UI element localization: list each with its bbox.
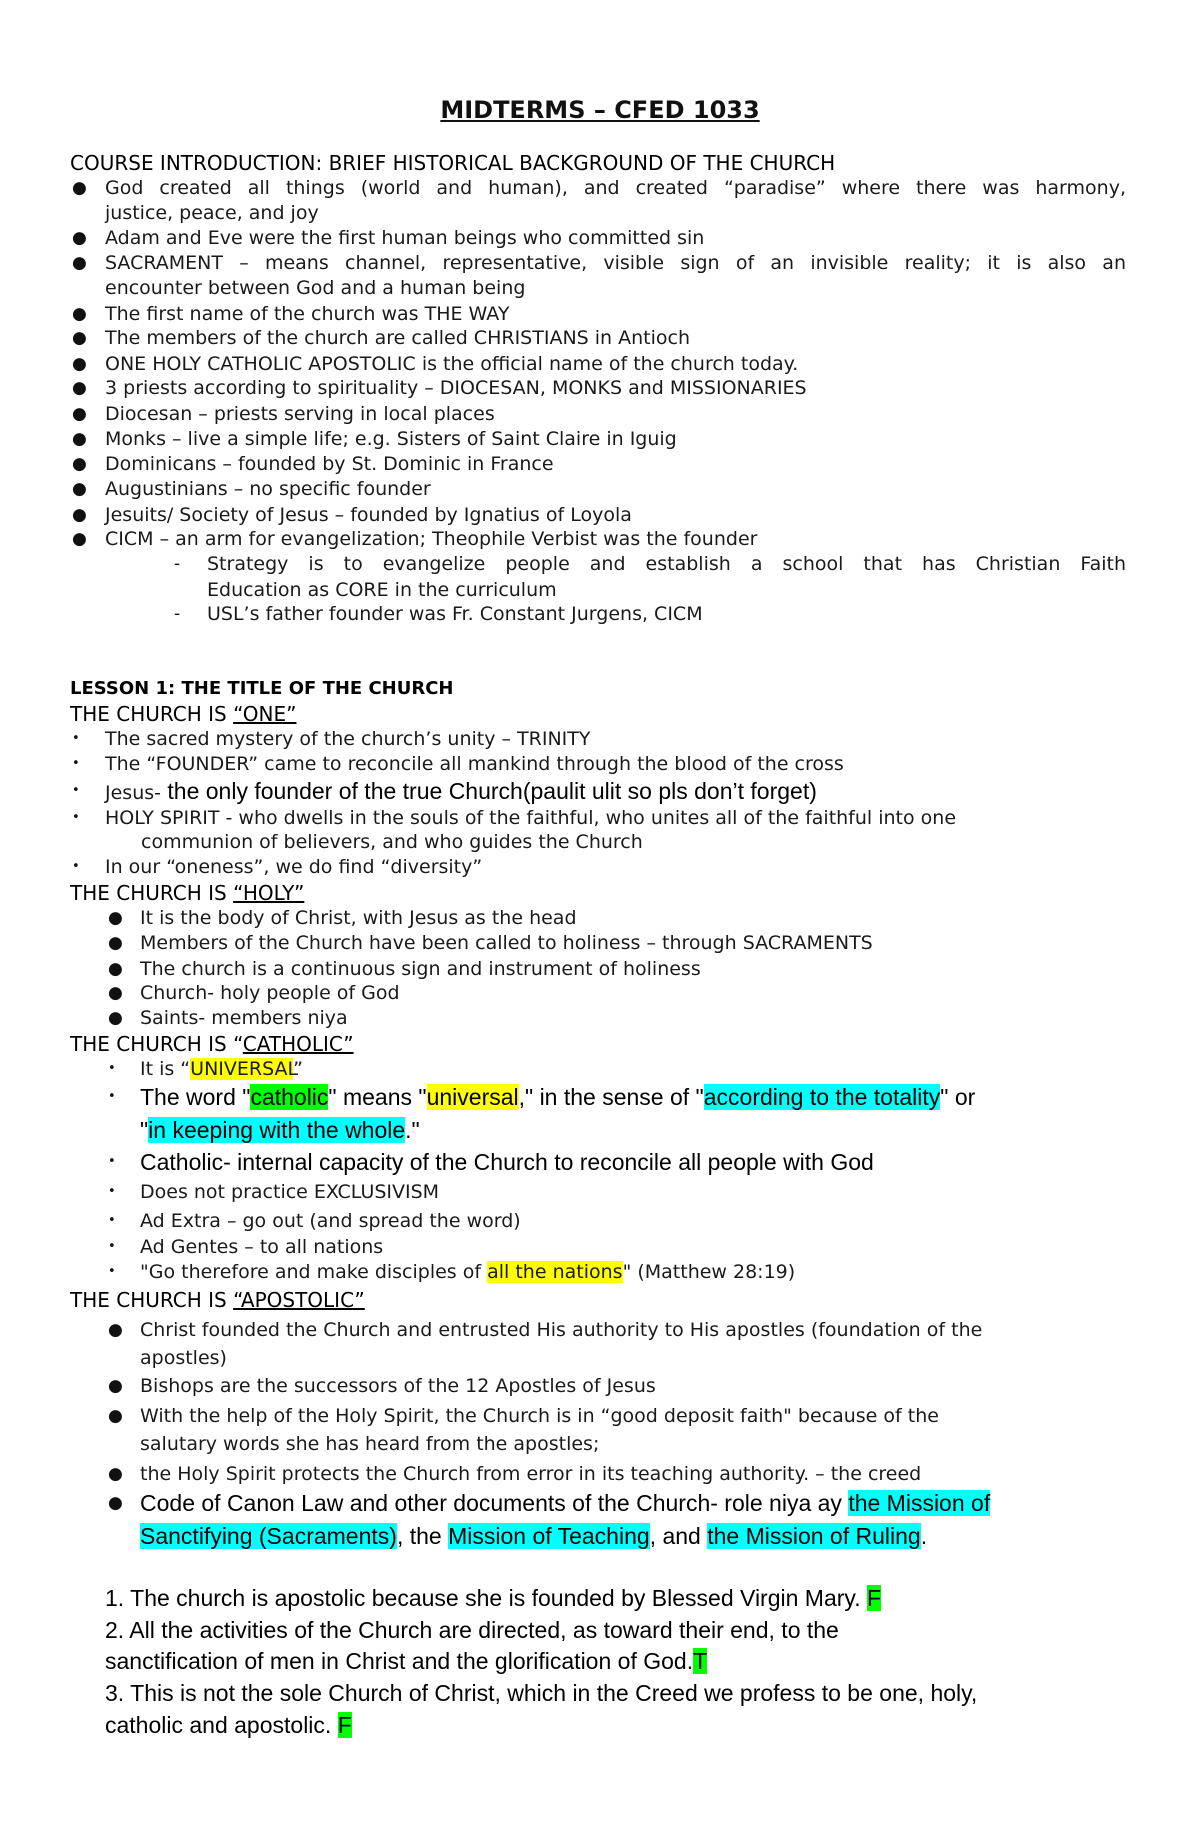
dash-icon: - — [174, 604, 181, 624]
bullet-icon: ● — [72, 505, 87, 525]
text: Code of Canon Law and other documents of the Church- role niya ay — [140, 1490, 849, 1516]
list-item: The first name of the church was THE WAY — [105, 303, 510, 325]
list-item: Dominicans – founded by St. Dominic in France — [105, 453, 554, 475]
text: " — [140, 1117, 149, 1143]
section-heading-holy — [70, 880, 304, 906]
bullet-icon: ● — [108, 1320, 123, 1340]
text-line — [105, 1710, 352, 1740]
text: . — [920, 1523, 928, 1549]
heading-prefix: THE CHURCH IS “ — [70, 1032, 243, 1056]
list-item: 3 priests according to spirituality – DIOCESAN, MONKS and MISSIONARIES — [105, 377, 807, 399]
quiz-item-1 — [105, 1583, 881, 1613]
quiz-answer: F — [337, 1712, 352, 1738]
bullet-icon: ● — [108, 908, 123, 928]
bullet-icon: ● — [72, 354, 87, 374]
bullet-icon: ● — [72, 178, 87, 198]
section-heading-intro: COURSE INTRODUCTION: BRIEF HISTORICAL BACKGROUND OF THE CHURCH — [70, 151, 836, 175]
text: The word " — [140, 1084, 251, 1110]
bullet-icon: ● — [72, 454, 87, 474]
bullet-icon: ● — [72, 228, 87, 248]
bullet-icon: • — [72, 810, 80, 825]
bullet-icon: • — [108, 1154, 116, 1169]
highlight-mission-teaching: Mission of Teaching — [448, 1523, 650, 1549]
list-item-cont: justice, peace, and joy — [105, 202, 319, 224]
list-item-cont: encounter between God and a human being — [105, 277, 526, 299]
list-item: Does not practice EXCLUSIVISM — [140, 1181, 440, 1203]
bullet-icon: • — [72, 731, 80, 746]
jesus-label: Jesus- — [105, 782, 161, 804]
list-item: Saints- members niya — [140, 1007, 348, 1029]
text: " means " — [328, 1084, 427, 1110]
bullet-icon: • — [108, 1213, 116, 1228]
list-item: With the help of the Holy Spirit, the Church is in “good deposit faith" because of the — [140, 1405, 939, 1427]
list-item: Christ founded the Church and entrusted His authority to His apostles (foundation of the — [140, 1319, 983, 1341]
list-item-cont: salutary words she has heard from the apostles; — [140, 1433, 600, 1455]
bullet-icon: • — [72, 756, 80, 771]
highlight-universal: universal — [426, 1084, 519, 1110]
list-item: Church- holy people of God — [140, 982, 400, 1004]
bullet-icon: ● — [108, 1406, 123, 1426]
list-item: Members of the Church have been called to holiness – through SACRAMENTS — [140, 932, 873, 954]
quiz-item-2: 2. All the activities of the Church are directed, as toward their end, to the — [105, 1617, 839, 1643]
bullet-icon: • — [108, 1061, 116, 1076]
text: ” — [293, 1058, 303, 1080]
bullet-icon: ● — [108, 1008, 123, 1028]
bullet-icon: ● — [108, 959, 123, 979]
sub-list-item-cont: Education as CORE in the curriculum — [207, 579, 557, 601]
text: " or — [940, 1084, 976, 1110]
bullet-icon: ● — [108, 1493, 123, 1513]
page-title: MIDTERMS – CFED 1033 — [440, 96, 760, 124]
text-line — [140, 1521, 927, 1551]
list-item-catholic-meaning — [140, 1082, 975, 1112]
list-item: Monks – live a simple life; e.g. Sisters of Saint Claire in Iguig — [105, 428, 677, 450]
list-item: Adam and Eve were the first human beings who committed sin — [105, 227, 705, 249]
bullet-icon: ● — [108, 1464, 123, 1484]
heading-word: “ONE” — [233, 702, 297, 726]
list-item: It is the body of Christ, with Jesus as the head — [140, 907, 577, 929]
text-line — [105, 1646, 707, 1676]
heading-prefix: THE CHURCH IS — [70, 1288, 234, 1312]
section-heading-catholic — [70, 1031, 354, 1057]
heading-word: CATHOLIC” — [242, 1032, 354, 1056]
highlight-catholic: catholic — [250, 1084, 329, 1110]
bullet-icon: ● — [72, 429, 87, 449]
bullet-icon: • — [108, 1089, 116, 1104]
bullet-icon: • — [72, 783, 80, 798]
text: , and — [649, 1523, 708, 1549]
list-item: Diocesan – priests serving in local places — [105, 403, 495, 425]
bullet-icon: ● — [108, 983, 123, 1003]
text-line — [140, 1115, 420, 1145]
list-item: The “FOUNDER” came to reconcile all mankind through the blood of the cross — [105, 753, 844, 775]
bullet-icon: ● — [72, 479, 87, 499]
dash-icon: - — [174, 554, 181, 574]
section-heading-one — [70, 701, 296, 727]
list-item: Jesuits/ Society of Jesus – founded by Ignatius of Loyola — [105, 504, 632, 526]
list-item-canon-law — [140, 1488, 990, 1518]
bullet-icon: • — [108, 1239, 116, 1254]
bullet-icon: ● — [72, 253, 87, 273]
sub-list-item: Strategy is to evangelize people and establish a school that has Christian Faith — [207, 553, 1126, 575]
heading-word: “HOLY” — [233, 881, 305, 905]
list-item-cont: communion of believers, and who guides the Church — [141, 831, 643, 853]
list-item: Ad Extra – go out (and spread the word) — [140, 1210, 521, 1232]
section-heading-apostolic — [70, 1287, 365, 1313]
quiz-answer: T — [693, 1648, 708, 1674]
highlight-whole: in keeping with the whole — [148, 1117, 406, 1143]
highlight-nations: all the nations — [487, 1261, 623, 1283]
list-item: HOLY SPIRIT - who dwells in the souls of the faithful, who unites all of the faithful into one — [105, 807, 957, 829]
bullet-icon: ● — [108, 933, 123, 953]
bullet-icon: • — [108, 1264, 116, 1279]
founder-statement: the only founder of the true Church(paulit ulit so pls don’t forget) — [161, 778, 817, 804]
list-item: ONE HOLY CATHOLIC APOSTOLIC is the official name of the church today. — [105, 353, 799, 375]
text: " (Matthew 28:19) — [622, 1261, 796, 1283]
bullet-icon: ● — [72, 378, 87, 398]
heading-prefix: THE CHURCH IS — [70, 702, 234, 726]
bullet-icon: ● — [72, 328, 87, 348]
bullet-icon: ● — [72, 529, 87, 549]
list-item: Bishops are the successors of the 12 Apostles of Jesus — [140, 1375, 656, 1397]
highlight-mission-sanctifying: Sanctifying (Sacraments) — [140, 1523, 397, 1549]
list-item: SACRAMENT – means channel, representative, visible sign of an invisible reality; it is also an — [105, 252, 1126, 274]
list-item: Ad Gentes – to all nations — [140, 1236, 384, 1258]
list-item: the Holy Spirit protects the Church from error in its teaching authority. – the creed — [140, 1463, 922, 1485]
bullet-icon: • — [108, 1184, 116, 1199]
heading-prefix: THE CHURCH IS — [70, 881, 234, 905]
quiz-item-3: 3. This is not the sole Church of Christ, which in the Creed we profess to be one, holy, — [105, 1680, 978, 1706]
text-line — [140, 1056, 303, 1082]
list-item: The sacred mystery of the church’s unity – TRINITY — [105, 728, 591, 750]
highlight-totality: according to the totality — [703, 1084, 941, 1110]
lesson-heading: LESSON 1: THE TITLE OF THE CHURCH — [70, 678, 454, 699]
highlight-mission-ruling: the Mission of Ruling — [707, 1523, 921, 1549]
list-item: The members of the church are called CHRISTIANS in Antioch — [105, 327, 690, 349]
quiz-text: sanctification of men in Christ and the glorification of God. — [105, 1648, 694, 1674]
quiz-text: catholic and apostolic. — [105, 1712, 338, 1738]
list-item: God created all things (world and human), and created “paradise” where there was harmony, — [105, 177, 1126, 199]
list-item: The church is a continuous sign and instrument of holiness — [140, 958, 701, 980]
sub-list-item: USL’s father founder was Fr. Constant Jurgens, CICM — [207, 603, 703, 625]
list-item-cont: apostles) — [140, 1347, 227, 1369]
highlight-universal: UNIVERSAL — [190, 1058, 294, 1080]
text-line — [140, 1259, 795, 1285]
text: ." — [405, 1117, 420, 1143]
bullet-icon: • — [72, 859, 80, 874]
text: It is “ — [140, 1058, 191, 1080]
list-item: Catholic- internal capacity of the Church to reconcile all people with God — [140, 1149, 874, 1175]
highlight-mission-sanctifying: the Mission of — [848, 1490, 991, 1516]
list-item: Augustinians – no specific founder — [105, 478, 431, 500]
quiz-answer: F — [866, 1585, 882, 1611]
text: "Go therefore and make disciples of — [140, 1261, 488, 1283]
text: ," in the sense of " — [518, 1084, 704, 1110]
quiz-text: 1. The church is apostolic because she is founded by Blessed Virgin Mary. — [105, 1585, 867, 1611]
bullet-icon: ● — [72, 404, 87, 424]
list-item: CICM – an arm for evangelization; Theophile Verbist was the founder — [105, 528, 758, 550]
text-line — [105, 776, 817, 806]
list-item: In our “oneness”, we do find “diversity” — [105, 856, 483, 878]
bullet-icon: ● — [72, 304, 87, 324]
text: , the — [396, 1523, 449, 1549]
bullet-icon: ● — [108, 1376, 123, 1396]
heading-word: “APOSTOLIC” — [233, 1288, 365, 1312]
